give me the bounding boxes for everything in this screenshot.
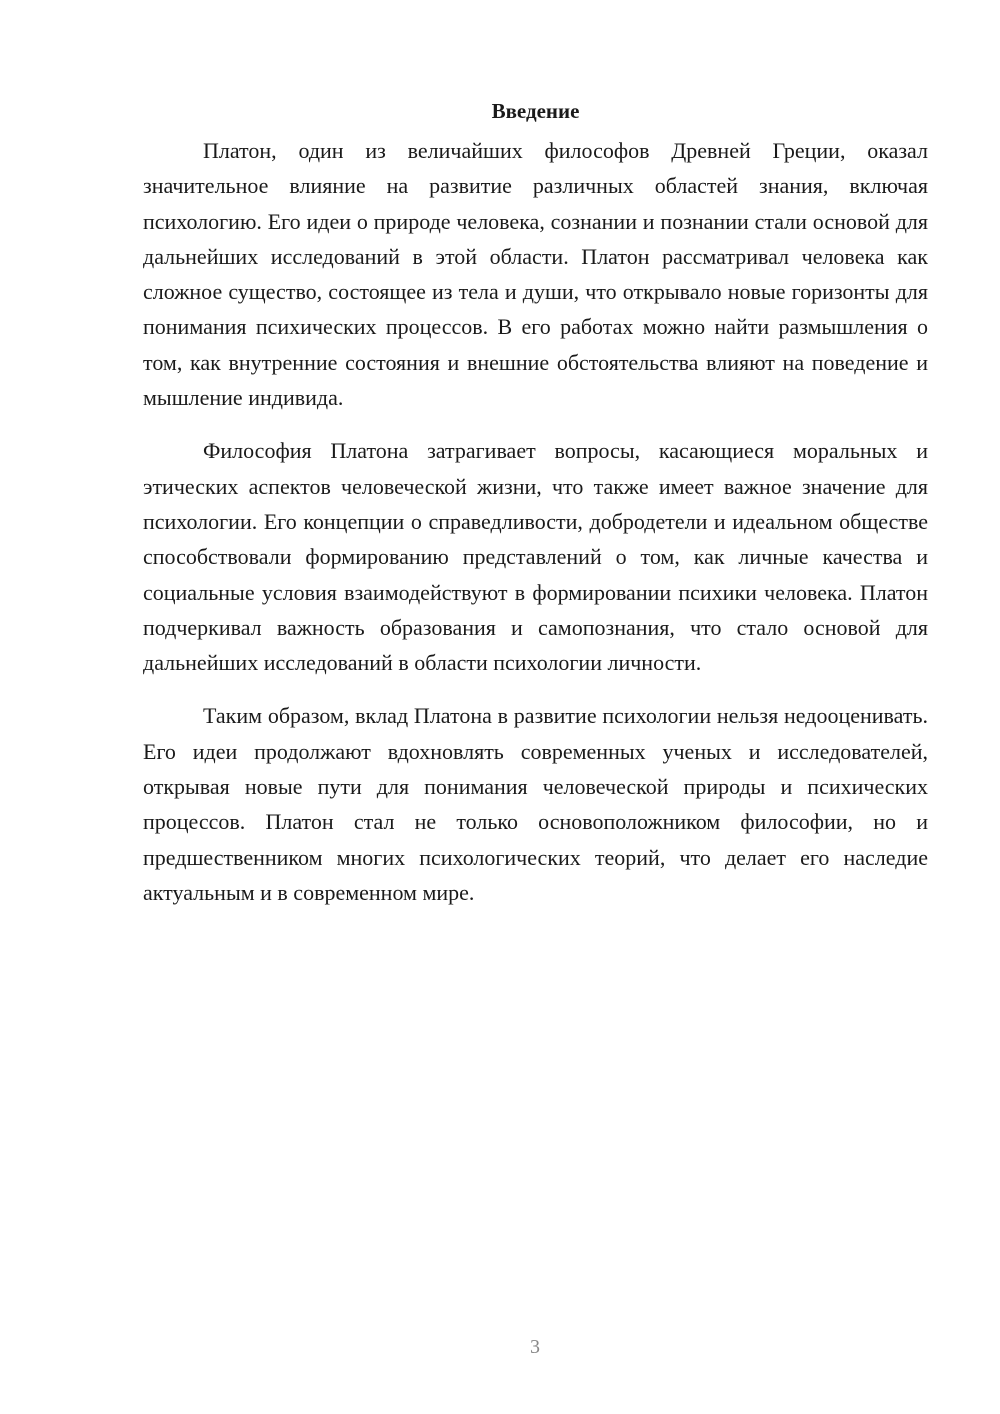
page-content bbox=[143, 97, 928, 928]
paragraph-1: Платон, один из величайших философов Древней Греции, оказал значительное влияние на развитие различных областей знания, включая психологию. Его идеи о природе человека, сознании и познании стали основой для дальнейших исследований в этой области. Платон рассматривал человека как сложное существо, состоящее из тела и души, что открывало новые горизонты для понимания психических процессов. В его работах можно найти размышления о том, как внутренние состояния и внешние обстоятельства влияют на поведение и мышление индивида. bbox=[143, 138, 928, 411]
page-number: 3 bbox=[530, 1336, 540, 1358]
paragraph-3: Таким образом, вклад Платона в развитие психологии нельзя недооценивать. Его идеи продолжают вдохновлять современных ученых и исследователей, открывая новые пути для понимания человеческой природы и психических процессов. Платон стал не только основоположником философии, но и предшественником многих психологических теорий, что делает его наследие актуальным и в современном мире. bbox=[143, 703, 928, 905]
section-heading: Введение bbox=[491, 99, 580, 123]
paragraph-2: Философия Платона затрагивает вопросы, касающиеся моральных и этических аспектов человеческой жизни, что также имеет важное значение для психологии. Его концепции о справедливости, добродетели и идеальном обществе способствовали формированию представлений о том, как личные качества и социальные условия взаимодействуют в формировании психики человека. Платон подчеркивал важность образования и самопознания, что стало основой для дальнейших исследований в области психологии личности. bbox=[143, 438, 928, 676]
